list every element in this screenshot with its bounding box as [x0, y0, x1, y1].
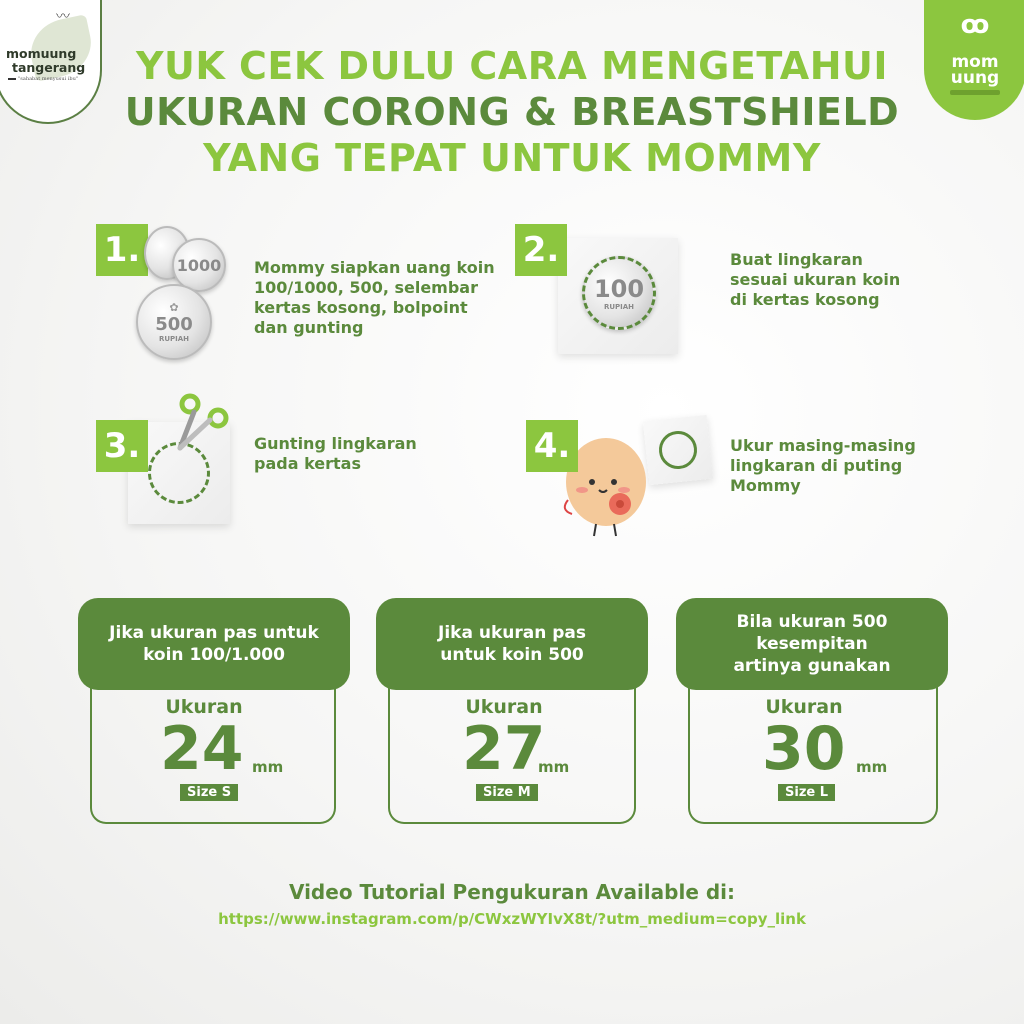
squiggle-icon: 〰 — [56, 9, 70, 25]
step-4-line: Mommy — [730, 476, 801, 495]
step-2-text — [730, 250, 900, 310]
logo-right-line2: uung — [950, 68, 1000, 88]
title-line3: YANG TEPAT UNTUK MOMMY — [203, 136, 821, 180]
step-2-line: sesuai ukuran koin — [730, 270, 901, 289]
card-l-size-badge: Size L — [778, 784, 835, 801]
step-4-text — [730, 436, 916, 496]
coin-500-icon — [136, 284, 212, 360]
card-m-unit: mm — [538, 758, 570, 776]
logo-left-line1: momuung — [6, 46, 77, 61]
instagram-link[interactable]: https://www.instagram.com/p/CWxzWYIvX8t/?utm_medium=copy_link — [218, 910, 806, 928]
scissors-icon — [166, 392, 232, 458]
card-s-unit: mm — [252, 758, 284, 776]
coin-100-sub: RUPIAH — [603, 303, 635, 311]
step-1-line: dan gunting — [254, 318, 364, 337]
step-3-line: pada kertas — [254, 454, 361, 473]
step-2-number: 2. — [515, 224, 567, 276]
logo-left-tagline: "sahabat menyusui ibu" — [18, 76, 79, 82]
coin-100-traced-icon — [582, 256, 656, 330]
card-l-label: Ukuran — [765, 696, 843, 718]
step-2-line: di kertas kosong — [730, 290, 880, 309]
coin-1000-label: 1000 — [176, 255, 222, 275]
step-3-line: Gunting lingkaran — [254, 434, 417, 453]
step-4-line: lingkaran di puting — [730, 456, 903, 475]
measure-ring — [657, 429, 699, 471]
title-line1: YUK CEK DULU CARA MENGETAHUI — [135, 44, 888, 88]
card-s-size-badge: Size S — [180, 784, 238, 801]
coin-100-label: 100 — [593, 275, 645, 303]
step-1-line: kertas kosong, bolpoint — [254, 298, 468, 317]
paper-with-coin — [558, 238, 678, 354]
logo-left-line2: tangerang — [12, 60, 86, 75]
card-l-head-line: artinya gunakan — [733, 656, 891, 676]
card-l-unit: mm — [856, 758, 888, 776]
card-s-head-line: Jika ukuran pas untuk — [109, 623, 319, 643]
step-1-text — [254, 258, 495, 338]
card-m-size-badge: Size M — [476, 784, 538, 801]
card-l-head-line: kesempitan — [756, 634, 868, 654]
card-s-head-line: koin 100/1.000 — [143, 645, 285, 665]
title-line2: UKURAN CORONG & BREASTSHIELD — [124, 90, 900, 134]
card-l-value: 30 — [762, 714, 846, 784]
step-3-text — [254, 434, 417, 474]
card-s-value: 24 — [160, 714, 244, 784]
size-card-s-header — [78, 598, 350, 690]
step-1-line: Mommy siapkan uang koin — [254, 258, 495, 277]
card-m-label: Ukuran — [465, 696, 543, 718]
coin-500-sub: RUPIAH — [158, 335, 190, 343]
step-2-line: Buat lingkaran — [730, 250, 863, 269]
logo-right-line1: mom — [951, 52, 999, 72]
momuung-mark-icon: ꝏ — [960, 10, 990, 40]
card-m-head-line: Jika ukuran pas — [438, 623, 586, 643]
card-l-head-line: Bila ukuran 500 — [736, 612, 888, 632]
size-card-l-header — [676, 598, 948, 690]
step-3-number: 3. — [96, 420, 148, 472]
step-1-number: 1. — [96, 224, 148, 276]
card-m-value: 27 — [462, 714, 546, 784]
step-4-line: Ukur masing-masing — [730, 436, 916, 455]
coin-500-label: 500 — [155, 314, 193, 335]
card-s-label: Ukuran — [165, 696, 243, 718]
size-card-m-header — [376, 598, 648, 690]
flower-icon: ✿ — [169, 301, 179, 314]
video-tutorial-heading: Video Tutorial Pengukuran Available di: — [288, 880, 736, 904]
card-m-head-line: untuk koin 500 — [440, 645, 584, 665]
step-1-line: 100/1000, 500, selembar — [254, 278, 478, 297]
step-4-number: 4. — [526, 420, 578, 472]
